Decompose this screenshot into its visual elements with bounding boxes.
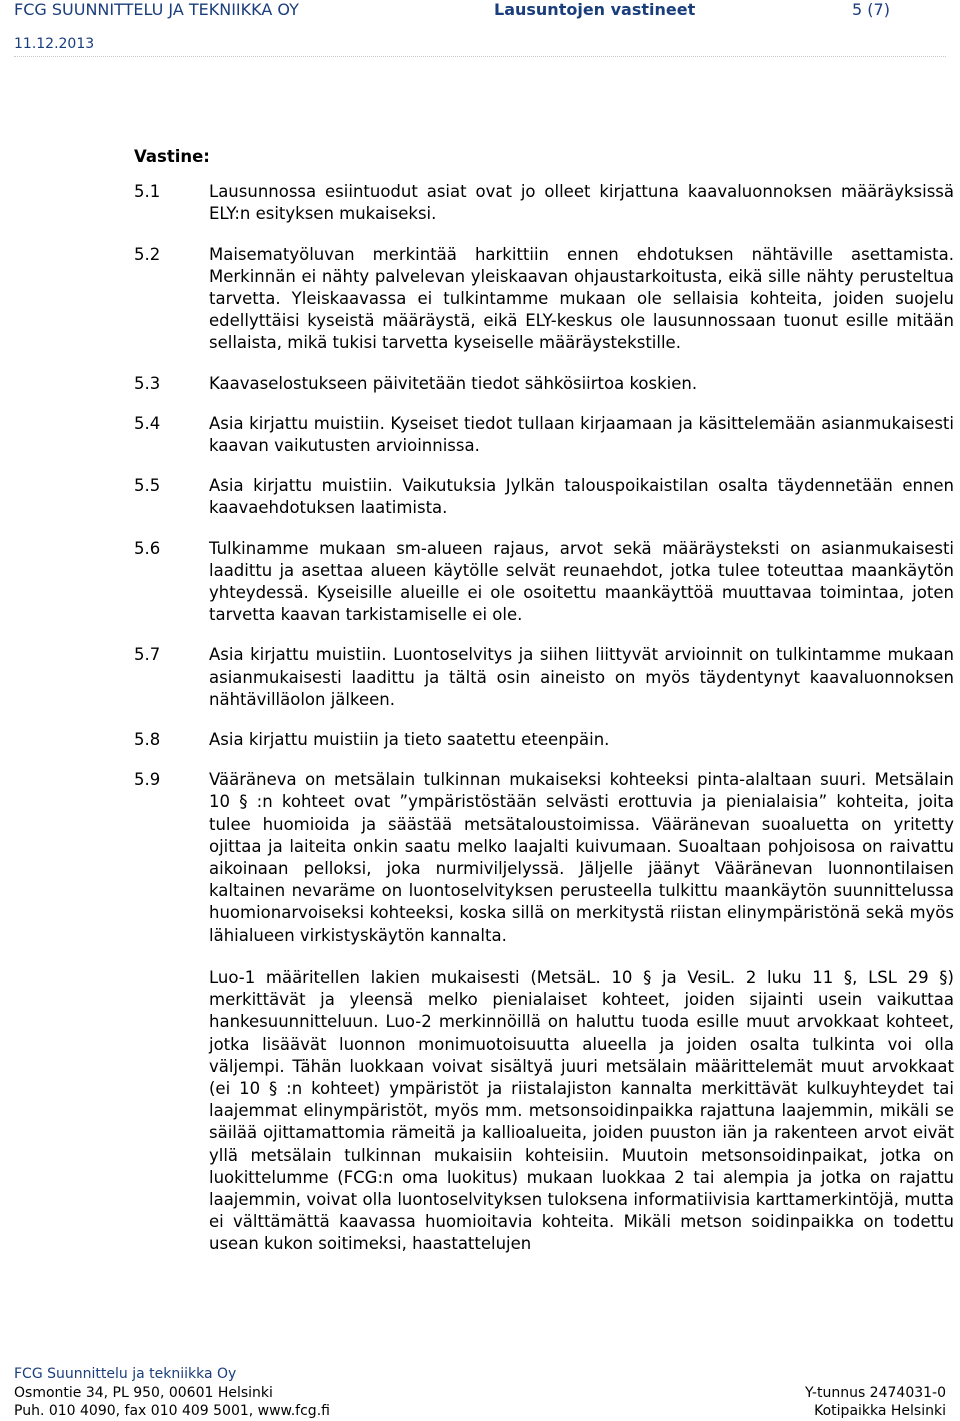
item-text: Kaavaselostukseen päivitetään tiedot sähkösiirtoa koskien. bbox=[209, 373, 698, 393]
page-header bbox=[14, 0, 946, 60]
response-item-5-8 bbox=[134, 729, 954, 751]
item-number: 5.8 bbox=[134, 730, 161, 750]
document-body bbox=[134, 146, 954, 1262]
header-date: 11.12.2013 bbox=[14, 36, 95, 52]
footer-row bbox=[14, 1402, 946, 1421]
item-number: 5.7 bbox=[134, 645, 161, 665]
item-number: 5.6 bbox=[134, 538, 161, 558]
response-item-5-4 bbox=[134, 413, 954, 457]
item-text: Asia kirjattu muistiin ja tieto saatettu eteenpäin. bbox=[209, 730, 610, 750]
footer-address: Osmontie 34, PL 950, 00601 Helsinki bbox=[14, 1384, 273, 1401]
item-number: 5.5 bbox=[134, 476, 161, 496]
response-item-5-3 bbox=[134, 373, 954, 395]
header-document-title: Lausuntojen vastineet bbox=[494, 0, 696, 19]
response-item-5-6 bbox=[134, 538, 954, 627]
item-number: 5.9 bbox=[134, 770, 161, 790]
response-item-5-2 bbox=[134, 244, 954, 355]
item-text: Maisematyöluvan merkintää harkittiin ennen ehdotuksen nähtäville asettamista. Merkinnän ei nähty palvelevan yleiskaavan ohjaustarkoitusta, eikä sille nähty perusteltua tarvetta. Yleiskaavassa ei tulkintamme mukaan ole sellaisia kohteita, joiden suojelu edellyttäisi kyseistä määräystä, eikä ELY-keskus ole lausunnossaan tuonut esille mitään sellaista, mikä tukisi tarvetta kyseiselle määräystekstille. bbox=[209, 244, 954, 353]
item-number: 5.1 bbox=[134, 182, 161, 202]
response-item-5-5 bbox=[134, 475, 954, 519]
item-text: Tulkinamme mukaan sm-alueen rajaus, arvot sekä määräysteksti on asianmukaisesti laadittu ja asettaa alueen käytölle selvät reunaehdot, jotka tulee toteuttaa maankäytön yhteydessä. Kyseisille alueille ei ole osoitettu maankäyttöä muuttavaa toimintaa, joten tarvetta kaavan tarkistamiselle ei ole. bbox=[209, 538, 954, 625]
item-text: Asia kirjattu muistiin. Kyseiset tiedot tullaan kirjaamaan ja käsittelemään asianmukaisesti kaavan vaikutusten arvioinnissa. bbox=[209, 413, 954, 456]
item-number: 5.2 bbox=[134, 244, 161, 264]
item-text: Asia kirjattu muistiin. Luontoselvitys ja siihen liittyvät arvioinnit on tulkintamme mukaan asianmukaisesti laadittu ja tältä osin aineisto on myös täydentynyt kaavaluonnoksen nähtävilläolon jälkeen. bbox=[209, 645, 954, 709]
footer-business-id: Y-tunnus 2474031-0 bbox=[805, 1384, 946, 1401]
header-company: FCG SUUNNITTELU JA TEKNIIKKA OY bbox=[14, 0, 299, 19]
item-number: 5.4 bbox=[134, 413, 161, 433]
response-item-5-1 bbox=[134, 181, 954, 225]
item-paragraph: Vääräneva on metsälain tulkinnan mukaiseksi kohteeksi pinta-alaltaan suuri. Metsälain 10 § :n kohteet ovat ”ympäristöstään selvästi erottuvia ja pienialaisia” kohteita, joita tulee huomioida ja säästää metsätaloustoimissa. Vääränevan suoaluetta on yritetty ojittaa ja laiteita onkin saatu melko laajalti kuivumaan. Suoaltaan pohjoisosa on raivattu aikoinaan pelloksi, joka nurmiviljelyssä. Jäljelle jäänyt Vääränevan luonnontilaisen kaltainen nevaräme on luontoselvityksen perusteella tulkittu maankäytön suunnittelussa huomionarvoiseksi kohteeksi, koska sillä on merkitystä riistan elinympäristönä sekä myös lähialueen virkistyskäytön kannalta. bbox=[209, 770, 954, 945]
item-text: Asia kirjattu muistiin. Vaikutuksia Jylkän talouspoikaistilan osalta täydennetään ennen kaavaehdotuksen laatimista. bbox=[209, 476, 954, 518]
page-footer bbox=[14, 1365, 946, 1421]
header-page-number: 5 (7) bbox=[852, 0, 890, 19]
section-heading: Vastine: bbox=[134, 147, 210, 166]
response-item-5-9 bbox=[134, 769, 954, 1255]
header-divider bbox=[14, 56, 946, 57]
item-text bbox=[209, 769, 954, 1255]
footer-row bbox=[14, 1384, 946, 1403]
footer-domicile: Kotipaikka Helsinki bbox=[814, 1403, 946, 1419]
item-number: 5.3 bbox=[134, 373, 161, 393]
footer-company: FCG Suunnittelu ja tekniikka Oy bbox=[14, 1366, 237, 1382]
item-text: Lausunnossa esiintuodut asiat ovat jo olleet kirjattuna kaavaluonnoksen määräyksissä ELY:n esityksen mukaiseksi. bbox=[209, 182, 954, 224]
footer-contact: Puh. 010 4090, fax 010 409 5001, www.fcg.fi bbox=[14, 1403, 330, 1419]
item-continuation-paragraph: Luo-1 määritellen lakien mukaisesti (MetsäL. 10 § ja VesiL. 2 luku 11 §, LSL 29 §) merkittävät ja yleensä melko pienialaiset kohteet, joiden sijainti usein vaikuttaa hankesuunnitteluun. Luo-2 merkinnöillä on haluttu tuoda esille muut arvokkaat kohteet, jotka lisäävät luonnon monimuotoisuutta alueella ja joiden osalta tulkinta voi olla väljempi. Tähän luokkaan voivat sisältyä juuri metsälain määrittelemät muut arvokkaat (ei 10 § :n kohteet) ympäristöt ja riistalajiston kannalta merkittävät kulkuyhteydet tai laajemmat elinympäristöt, myös mm. metsonsoidinpaikka rajattuna laajemmin, mikäli se säilää ojittamattomia rämeitä ja kallioalueita, joiden puuston iän ja rakenteen arvot eivät yllä metsälain tulkinnan mukaisiin kohteisiin. Muutoin metsonsoidinpaikat, jotka on luokittelumme (FCG:n oma luokitus) mukaan luokkaa 2 tai alempia ja jotka on rajattu laajemmin, voivat olla luontoselvityksen tuloksena informatiivisia karttamerkintöjä, mutta ei välttämättä kaavassa huomioitavia kohteita. Mikäli metson soidinpaikka on todettu usean kukon soitimeksi, haastattelujen bbox=[209, 967, 954, 1254]
response-item-5-7 bbox=[134, 644, 954, 711]
